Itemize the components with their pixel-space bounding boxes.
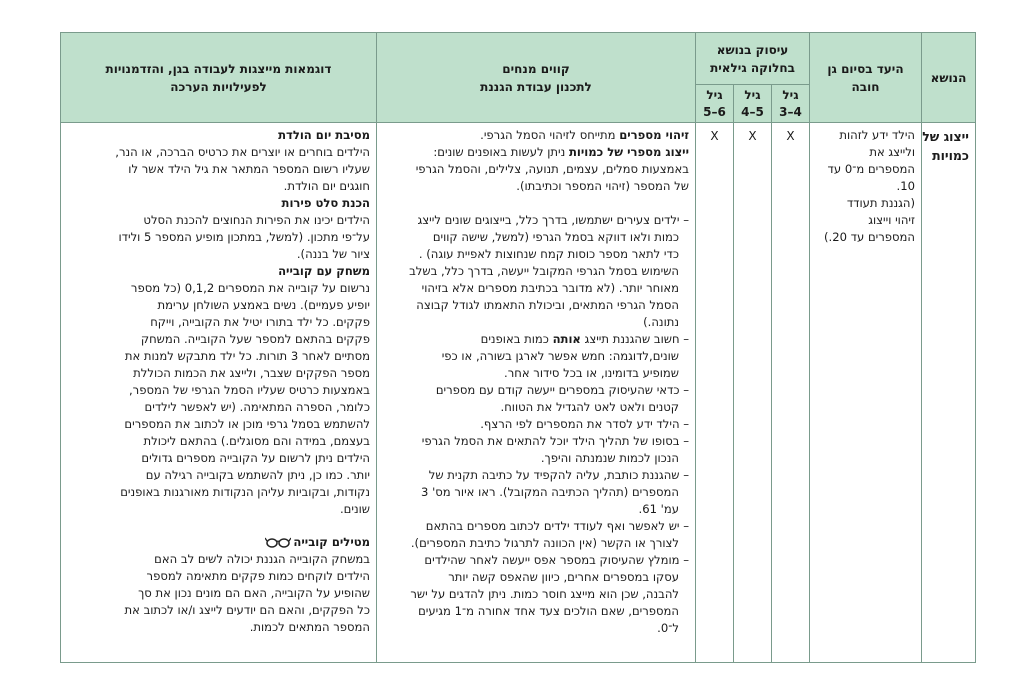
example-line: פקקים. כל ילד בתורו יטיל את הקובייה, וייקח bbox=[150, 315, 370, 329]
example-line: יותר. כמו כן, ניתן להשתמש בקובייה רגילה עם bbox=[145, 468, 370, 482]
example-line: שונים. bbox=[340, 502, 370, 516]
header-age-3-4: גיל 4–3 bbox=[772, 85, 810, 123]
bullet-dash: – bbox=[679, 332, 689, 346]
examples-cell bbox=[61, 123, 377, 663]
guideline-line: של המספר (זיהוי המספר וכתיבתו). bbox=[516, 179, 689, 193]
bullet-dash: – bbox=[679, 468, 689, 482]
mark-age-5-6: X bbox=[696, 123, 734, 663]
goal-line: 10. bbox=[896, 179, 915, 193]
example-line: כל הפקקים, והאם הם יודעים לייצג ו/או לכתוב את bbox=[124, 603, 370, 617]
guideline-line: – הילד ידע לסדר את המספרים לפי הרצף. bbox=[480, 417, 689, 431]
guideline-bullet bbox=[383, 382, 689, 416]
goal-line: המספרים עד 20.) bbox=[824, 230, 915, 244]
example-line: נקודות, ובקוביות עליהן הנקודות מאורגנות באופנים bbox=[120, 485, 370, 499]
example-title: מטילים קובייה bbox=[67, 534, 370, 551]
header-goal: היעד בסיום גן חובה bbox=[810, 33, 922, 123]
example-line: כלומר, הספרה המתאימה. (יש לאפשר לילדים bbox=[144, 400, 370, 414]
bullet-dash: – bbox=[679, 519, 689, 533]
example-title: הכנת סלט פירות bbox=[281, 196, 370, 210]
bullet-dash: – bbox=[679, 434, 689, 448]
glasses-icon bbox=[265, 536, 291, 549]
guidelines-cell bbox=[377, 123, 696, 663]
example-title: משחק עם קובייה bbox=[278, 264, 370, 278]
example-line: להשתמש בסמל גרפי מוכן או לכתוב את המספרים bbox=[124, 417, 370, 431]
example-line: הילדים יכינו את הפירות הנחוצים להכנת הסלט bbox=[143, 213, 370, 227]
guideline-line: כמות ולאו דווקא בסמל הגרפי (למשל, שישה קווים bbox=[432, 230, 679, 244]
goal-line: זיהוי וייצוג bbox=[868, 213, 915, 227]
example-line: המספר המתאים לכמות. bbox=[249, 620, 370, 634]
guideline-representation: ייצוג מספרי של כמויות ניתן לעשות באופנים שונים: bbox=[433, 145, 689, 159]
guideline-line: עסקו במספרים אחרים, כיוון שהאפס קשה יותר bbox=[448, 570, 679, 584]
header-topic: הנושא bbox=[922, 33, 976, 123]
guideline-line: שונים,לדוגמה: חמש אפשר לארגן בשורה, או כפי bbox=[441, 349, 679, 363]
example-line: מסתיים לאחר 3 תורות. כל ילד מתבקש למנות את bbox=[124, 349, 370, 363]
mark-age-3-4: X bbox=[772, 123, 810, 663]
guideline-bullet bbox=[383, 518, 689, 552]
example-line: יופיע פעמיים). נשים באמצע השולחן ערימת bbox=[157, 298, 370, 312]
example-line: הילדים לוקחים כמות פקקים מתאימה למספר bbox=[146, 569, 370, 583]
example-line: שהופיע על הקובייה, האם הם מונים נכון את סך bbox=[138, 586, 370, 600]
guideline-bullet bbox=[383, 467, 689, 518]
guideline-line: – ילדים צעירים ישתמשו, בדרך כלל, בייצוגים שונים לייצג bbox=[417, 213, 689, 227]
guideline-line: ל־0. bbox=[657, 621, 679, 635]
goal-line: (הגננת תעודד bbox=[846, 196, 915, 210]
guideline-line: מאוחר יותר. (לא מדובר בכתיבת מספרים אלא בזיהוי bbox=[421, 281, 679, 295]
guideline-line: באמצעות סמלים, עצמים, תנועה, צלילים, והסמל הגרפי bbox=[415, 162, 689, 176]
header-guidelines: קווים מנחים לתכנון עבודת הגננת bbox=[377, 33, 696, 123]
example-line: ציור של בננה). bbox=[296, 247, 370, 261]
bullet-dash: – bbox=[679, 213, 689, 227]
example-title: מסיבת יום הולדת bbox=[278, 128, 370, 142]
goal-cell bbox=[810, 123, 922, 663]
example-line: מספר הפקקים שצבר, ולייצג את הכמות הכוללת bbox=[133, 366, 370, 380]
example-line: נרשום על קובייה את המספרים 0,1,2 (כל מספר bbox=[130, 281, 370, 295]
guideline-bullet bbox=[383, 212, 689, 331]
guideline-bullet bbox=[383, 552, 689, 637]
guideline-line: קטנים ולאט לאט להגדיל את הטווח. bbox=[500, 400, 679, 414]
guideline-line: – מומלץ שהעיסוק במספר אפס ייעשה לאחר שהילדים bbox=[424, 553, 689, 567]
header-age-5-6: גיל 6–5 bbox=[696, 85, 734, 123]
guideline-line: שמופיע בדומינו, או בכל סידור אחר. bbox=[504, 366, 679, 380]
header-examples: דוגמאות מייצגות לעבודה בגן, והזדמנויות לפעילויות הערכה bbox=[61, 33, 377, 123]
mark-age-4-5: X bbox=[734, 123, 772, 663]
example-line: בעצמם, במידה והם מסוגלים.) בהתאם ליכולת bbox=[143, 434, 370, 448]
guideline-line: – בסופו של תהליך הילד יוכל להתאים את הסמל הגרפי bbox=[421, 434, 689, 448]
example-line: במשחק הקובייה הגננת יכולה לשים לב האם bbox=[154, 552, 370, 566]
example-line: שעליו רשום המספר המתאר את גיל הילד אשר לו bbox=[128, 162, 370, 176]
bullet-dash: – bbox=[679, 383, 689, 397]
guideline-line: – שהגננת כותבת, עליה להקפיד על כתיבה תקנית של bbox=[428, 468, 689, 482]
guideline-line: המספרים, שאם הולכים צעד אחד אחורה מ־1 מגיעים bbox=[418, 604, 679, 618]
guideline-line: עמ' 61. bbox=[638, 502, 679, 516]
guideline-line: לצורך או הקשר (אין הכוונה לתרגול כתיבת המספרים). bbox=[410, 536, 679, 550]
example-line: באמצעות כרטיס שעליו הסמל הגרפי של המספר, bbox=[128, 383, 370, 397]
example-line: הילדים בוחרים או יוצרים את כרטיס הברכה, או הנר, bbox=[115, 145, 370, 159]
goal-line: הילד ידע לזהות bbox=[839, 128, 915, 142]
goal-line: המספרים מ־0 עד bbox=[827, 162, 915, 176]
guideline-line: נתונה.) bbox=[643, 315, 679, 329]
curriculum-table bbox=[60, 32, 976, 663]
example-line: פקקים בהתאם למספר שעל הקובייה. המשחק bbox=[140, 332, 370, 346]
guideline-line: – יש לאפשר ואף לעודד ילדים לכתוב מספרים בהתאם bbox=[425, 519, 689, 533]
guideline-bullet bbox=[383, 331, 689, 382]
guideline-line: השימוש בסמל הגרפי המקובל ייעשה, בדרך כלל, בשלב bbox=[409, 264, 679, 278]
topic-cell: ייצוג של כמויות bbox=[922, 123, 976, 663]
goal-line: ולייצג את bbox=[869, 145, 915, 159]
guideline-line: הנכון לכמות שנמנתה והיפך. bbox=[540, 451, 679, 465]
guideline-line: המספרים (תהליך הכתיבה המקובל). ראו איור מס' 3 bbox=[421, 485, 679, 499]
guideline-line: כדי לתאר מספר כוסות קמח שנחוצות לאפיית עוגה) . bbox=[418, 247, 679, 261]
guideline-line: הסמל הגרפי המתאים, וביכולת התאמתו לגודל קבוצה bbox=[416, 298, 679, 312]
guideline-bullet bbox=[383, 433, 689, 467]
bullet-dash: – bbox=[679, 553, 689, 567]
example-line: הילדים ניתן לרשום על הקובייה מספרים גדולים bbox=[141, 451, 370, 465]
guideline-line: להבנה, שכן הוא מייצג חוסר כמות. ניתן להדגים על ישר bbox=[410, 587, 679, 601]
example-line: חוגגים יום הולדת. bbox=[283, 179, 370, 193]
guideline-line: – כדאי שהעיסוק במספרים ייעשה קודם עם מספרים bbox=[435, 383, 689, 397]
example-line: על־פי מתכון. (למשל, במתכון מופיע המספר 5 ולידו bbox=[118, 230, 370, 244]
guideline-intro: זיהוי מספרים מתייחס לזיהוי הסמל הגרפי. bbox=[480, 128, 689, 142]
bullet-dash: – bbox=[679, 417, 689, 431]
header-age-4-5: גיל 5–4 bbox=[734, 85, 772, 123]
header-age-group: עיסוק בנושא בחלוקה גילאית bbox=[696, 33, 810, 85]
guideline-bullet bbox=[383, 416, 689, 433]
guideline-line: – חשוב שהגננת תייצג אותה כמות באופנים bbox=[480, 332, 689, 346]
